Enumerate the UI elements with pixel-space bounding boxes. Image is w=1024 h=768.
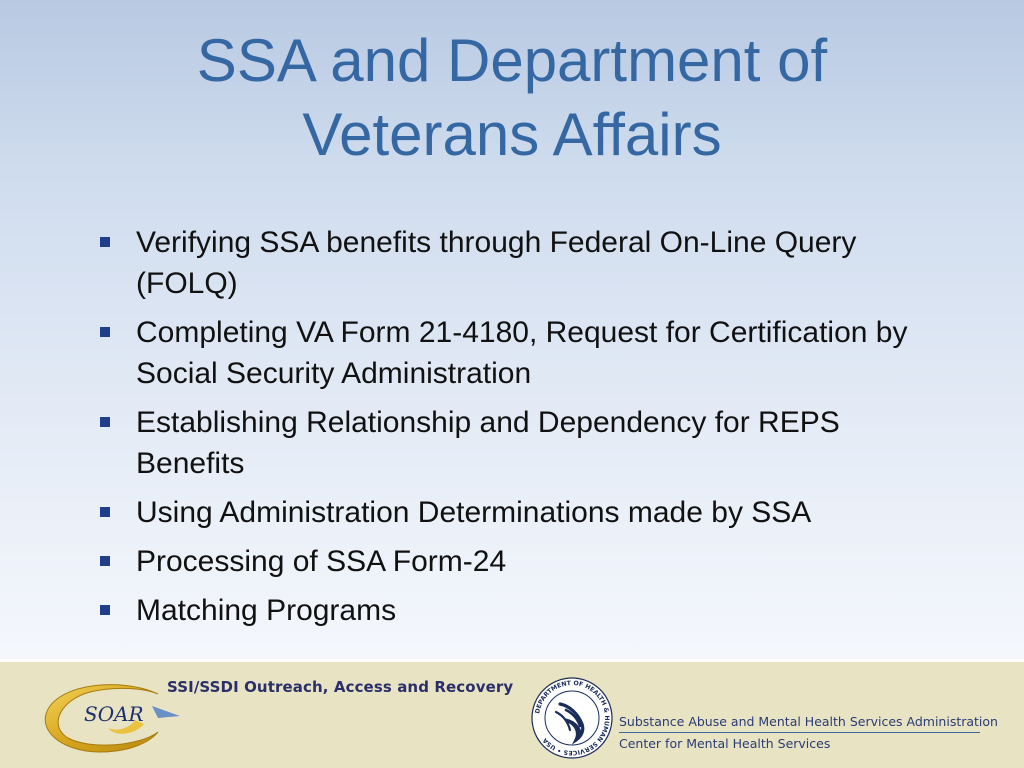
seal-text: DEPARTMENT OF HEALTH & HUMAN SERVICES • USA bbox=[534, 679, 611, 757]
agency-name: Substance Abuse and Mental Health Services Administration bbox=[619, 714, 998, 729]
bullet-item bbox=[96, 590, 956, 631]
soar-logo-text: SOAR bbox=[84, 702, 144, 726]
slide-title bbox=[0, 24, 1024, 172]
square-bullet-icon bbox=[100, 507, 110, 517]
bullet-text: Using Administration Determinations made by SSA bbox=[136, 496, 812, 529]
title-line-2: Veterans Affairs bbox=[302, 101, 722, 168]
bullet-text: Processing of SSA Form-24 bbox=[136, 545, 507, 578]
bullet-text: Completing VA Form 21-4180, Request for Certification by Social Security Administration bbox=[136, 316, 908, 390]
square-bullet-icon bbox=[100, 556, 110, 566]
bullet-item bbox=[96, 222, 956, 304]
square-bullet-icon bbox=[100, 605, 110, 615]
bullet-text: Establishing Relationship and Dependency for REPS Benefits bbox=[136, 406, 840, 480]
bullet-item bbox=[96, 312, 956, 394]
square-bullet-icon bbox=[100, 237, 110, 247]
hhs-seal-icon bbox=[530, 676, 614, 760]
bullet-list bbox=[96, 222, 956, 639]
square-bullet-icon bbox=[100, 417, 110, 427]
bullet-item bbox=[96, 492, 956, 533]
footer-bar bbox=[0, 659, 1024, 768]
bullet-item bbox=[96, 541, 956, 582]
agency-divider bbox=[619, 732, 980, 733]
square-bullet-icon bbox=[100, 327, 110, 337]
bullet-text: Matching Programs bbox=[136, 594, 397, 627]
bullet-item bbox=[96, 402, 956, 484]
bullet-text: Verifying SSA benefits through Federal On-Line Query (FOLQ) bbox=[136, 226, 857, 300]
center-name: Center for Mental Health Services bbox=[619, 736, 831, 751]
title-line-1: SSA and Department of bbox=[196, 27, 828, 94]
soar-tagline: SSI/SSDI Outreach, Access and Recovery bbox=[167, 678, 514, 696]
